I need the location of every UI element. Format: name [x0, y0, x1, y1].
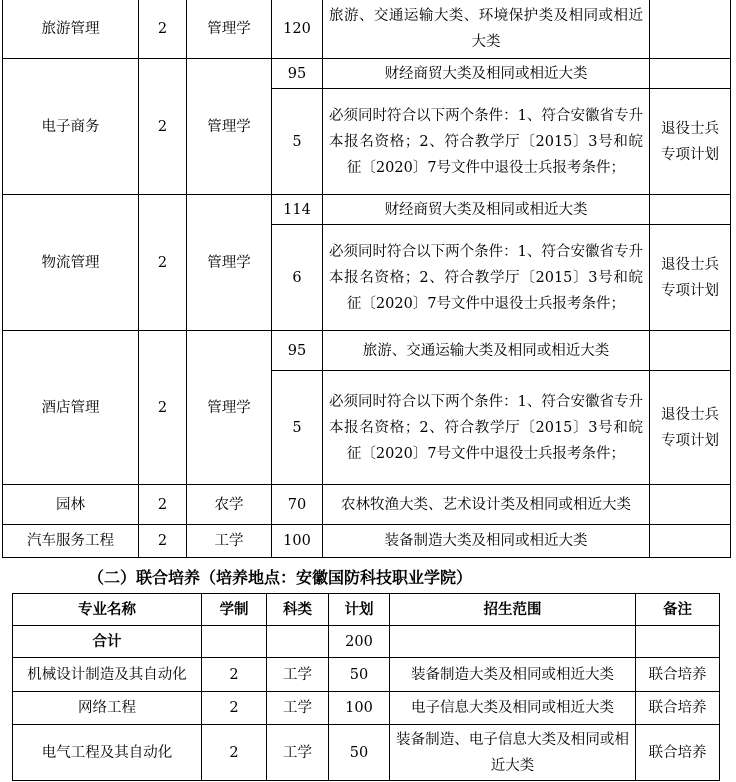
years-cell: 2 — [139, 195, 187, 331]
count-cell: 5 — [272, 371, 323, 485]
note-cell: 联合培养 — [636, 692, 720, 725]
scope-cell: 必须同时符合以下两个条件：1、符合安徽省专升本报名资格；2、符合教学厅〔2015〕3号和皖征〔2020〕7号文件中退役士兵报考条件； — [323, 225, 650, 331]
scope-cell: 装备制造大类及相同或相近大类 — [323, 525, 650, 558]
table-row — [13, 725, 720, 781]
scope-cell: 装备制造、电子信息大类及相同或相近大类 — [390, 725, 636, 781]
total-label: 合计 — [13, 626, 202, 658]
header-discipline: 科类 — [267, 594, 329, 626]
empty-cell — [202, 626, 267, 658]
years-cell: 2 — [139, 59, 187, 195]
discipline-cell: 农学 — [187, 485, 272, 525]
scope-cell: 旅游、交通运输大类及相同或相近大类 — [323, 331, 650, 371]
note-cell — [650, 485, 731, 525]
years-cell: 2 — [139, 331, 187, 485]
table-row — [3, 525, 731, 558]
major-cell: 网络工程 — [13, 692, 202, 725]
scope-cell: 必须同时符合以下两个条件：1、符合安徽省专升本报名资格；2、符合教学厅〔2015〕3号和皖征〔2020〕7号文件中退役士兵报考条件； — [323, 89, 650, 195]
note-cell — [650, 331, 731, 371]
note-cell: 联合培养 — [636, 658, 720, 692]
scope-cell: 装备制造大类及相同或相近大类 — [390, 658, 636, 692]
joint-training-table — [12, 593, 720, 781]
discipline-cell: 管理学 — [187, 0, 272, 59]
table-row — [3, 195, 731, 225]
note-cell — [650, 525, 731, 558]
note-cell: 退役士兵专项计划 — [650, 89, 731, 195]
note-cell — [650, 195, 731, 225]
years-cell: 2 — [202, 658, 267, 692]
empty-cell — [636, 626, 720, 658]
enrollment-table-main — [2, 0, 731, 558]
discipline-cell: 管理学 — [187, 195, 272, 331]
scope-cell: 旅游、交通运输大类、环境保护类及相同或相近大类 — [323, 0, 650, 59]
header-count: 计划 — [329, 594, 390, 626]
total-count: 200 — [329, 626, 390, 658]
note-cell: 联合培养 — [636, 725, 720, 781]
count-cell: 50 — [329, 658, 390, 692]
table-header-row — [13, 594, 720, 626]
count-cell: 95 — [272, 59, 323, 89]
note-cell: 退役士兵专项计划 — [650, 371, 731, 485]
scope-cell: 财经商贸大类及相同或相近大类 — [323, 195, 650, 225]
note-cell — [650, 0, 731, 59]
discipline-cell: 工学 — [267, 658, 329, 692]
major-cell: 园林 — [3, 485, 139, 525]
empty-cell — [267, 626, 329, 658]
discipline-cell: 管理学 — [187, 59, 272, 195]
scope-cell: 电子信息大类及相同或相近大类 — [390, 692, 636, 725]
table-row — [3, 0, 731, 59]
count-cell: 5 — [272, 89, 323, 195]
count-cell: 50 — [329, 725, 390, 781]
count-cell: 114 — [272, 195, 323, 225]
discipline-cell: 工学 — [267, 725, 329, 781]
major-cell: 旅游管理 — [3, 0, 139, 59]
discipline-cell: 管理学 — [187, 331, 272, 485]
table-row — [13, 658, 720, 692]
section-heading: （二）联合培养（培养地点：安徽国防科技职业学院） — [88, 568, 473, 587]
table-row — [3, 331, 731, 371]
scope-cell: 财经商贸大类及相同或相近大类 — [323, 59, 650, 89]
discipline-cell: 工学 — [267, 692, 329, 725]
table-row — [13, 692, 720, 725]
header-major: 专业名称 — [13, 594, 202, 626]
header-years: 学制 — [202, 594, 267, 626]
years-cell: 2 — [202, 692, 267, 725]
table-row — [3, 485, 731, 525]
header-scope: 招生范围 — [390, 594, 636, 626]
years-cell: 2 — [139, 525, 187, 558]
major-cell: 电气工程及其自动化 — [13, 725, 202, 781]
years-cell: 2 — [139, 485, 187, 525]
major-cell: 机械设计制造及其自动化 — [13, 658, 202, 692]
header-note: 备注 — [636, 594, 720, 626]
major-cell: 物流管理 — [3, 195, 139, 331]
count-cell: 100 — [272, 525, 323, 558]
major-cell: 汽车服务工程 — [3, 525, 139, 558]
major-cell: 酒店管理 — [3, 331, 139, 485]
scope-cell: 必须同时符合以下两个条件：1、符合安徽省专升本报名资格；2、符合教学厅〔2015〕3号和皖征〔2020〕7号文件中退役士兵报考条件； — [323, 371, 650, 485]
years-cell: 2 — [202, 725, 267, 781]
count-cell: 95 — [272, 331, 323, 371]
note-cell — [650, 59, 731, 89]
count-cell: 100 — [329, 692, 390, 725]
major-cell: 电子商务 — [3, 59, 139, 195]
note-cell: 退役士兵专项计划 — [650, 225, 731, 331]
scope-cell: 农林牧渔大类、艺术设计类及相同或相近大类 — [323, 485, 650, 525]
count-cell: 70 — [272, 485, 323, 525]
count-cell: 120 — [272, 0, 323, 59]
years-cell: 2 — [139, 0, 187, 59]
empty-cell — [390, 626, 636, 658]
total-row — [13, 626, 720, 658]
table-row — [3, 59, 731, 89]
discipline-cell: 工学 — [187, 525, 272, 558]
count-cell: 6 — [272, 225, 323, 331]
